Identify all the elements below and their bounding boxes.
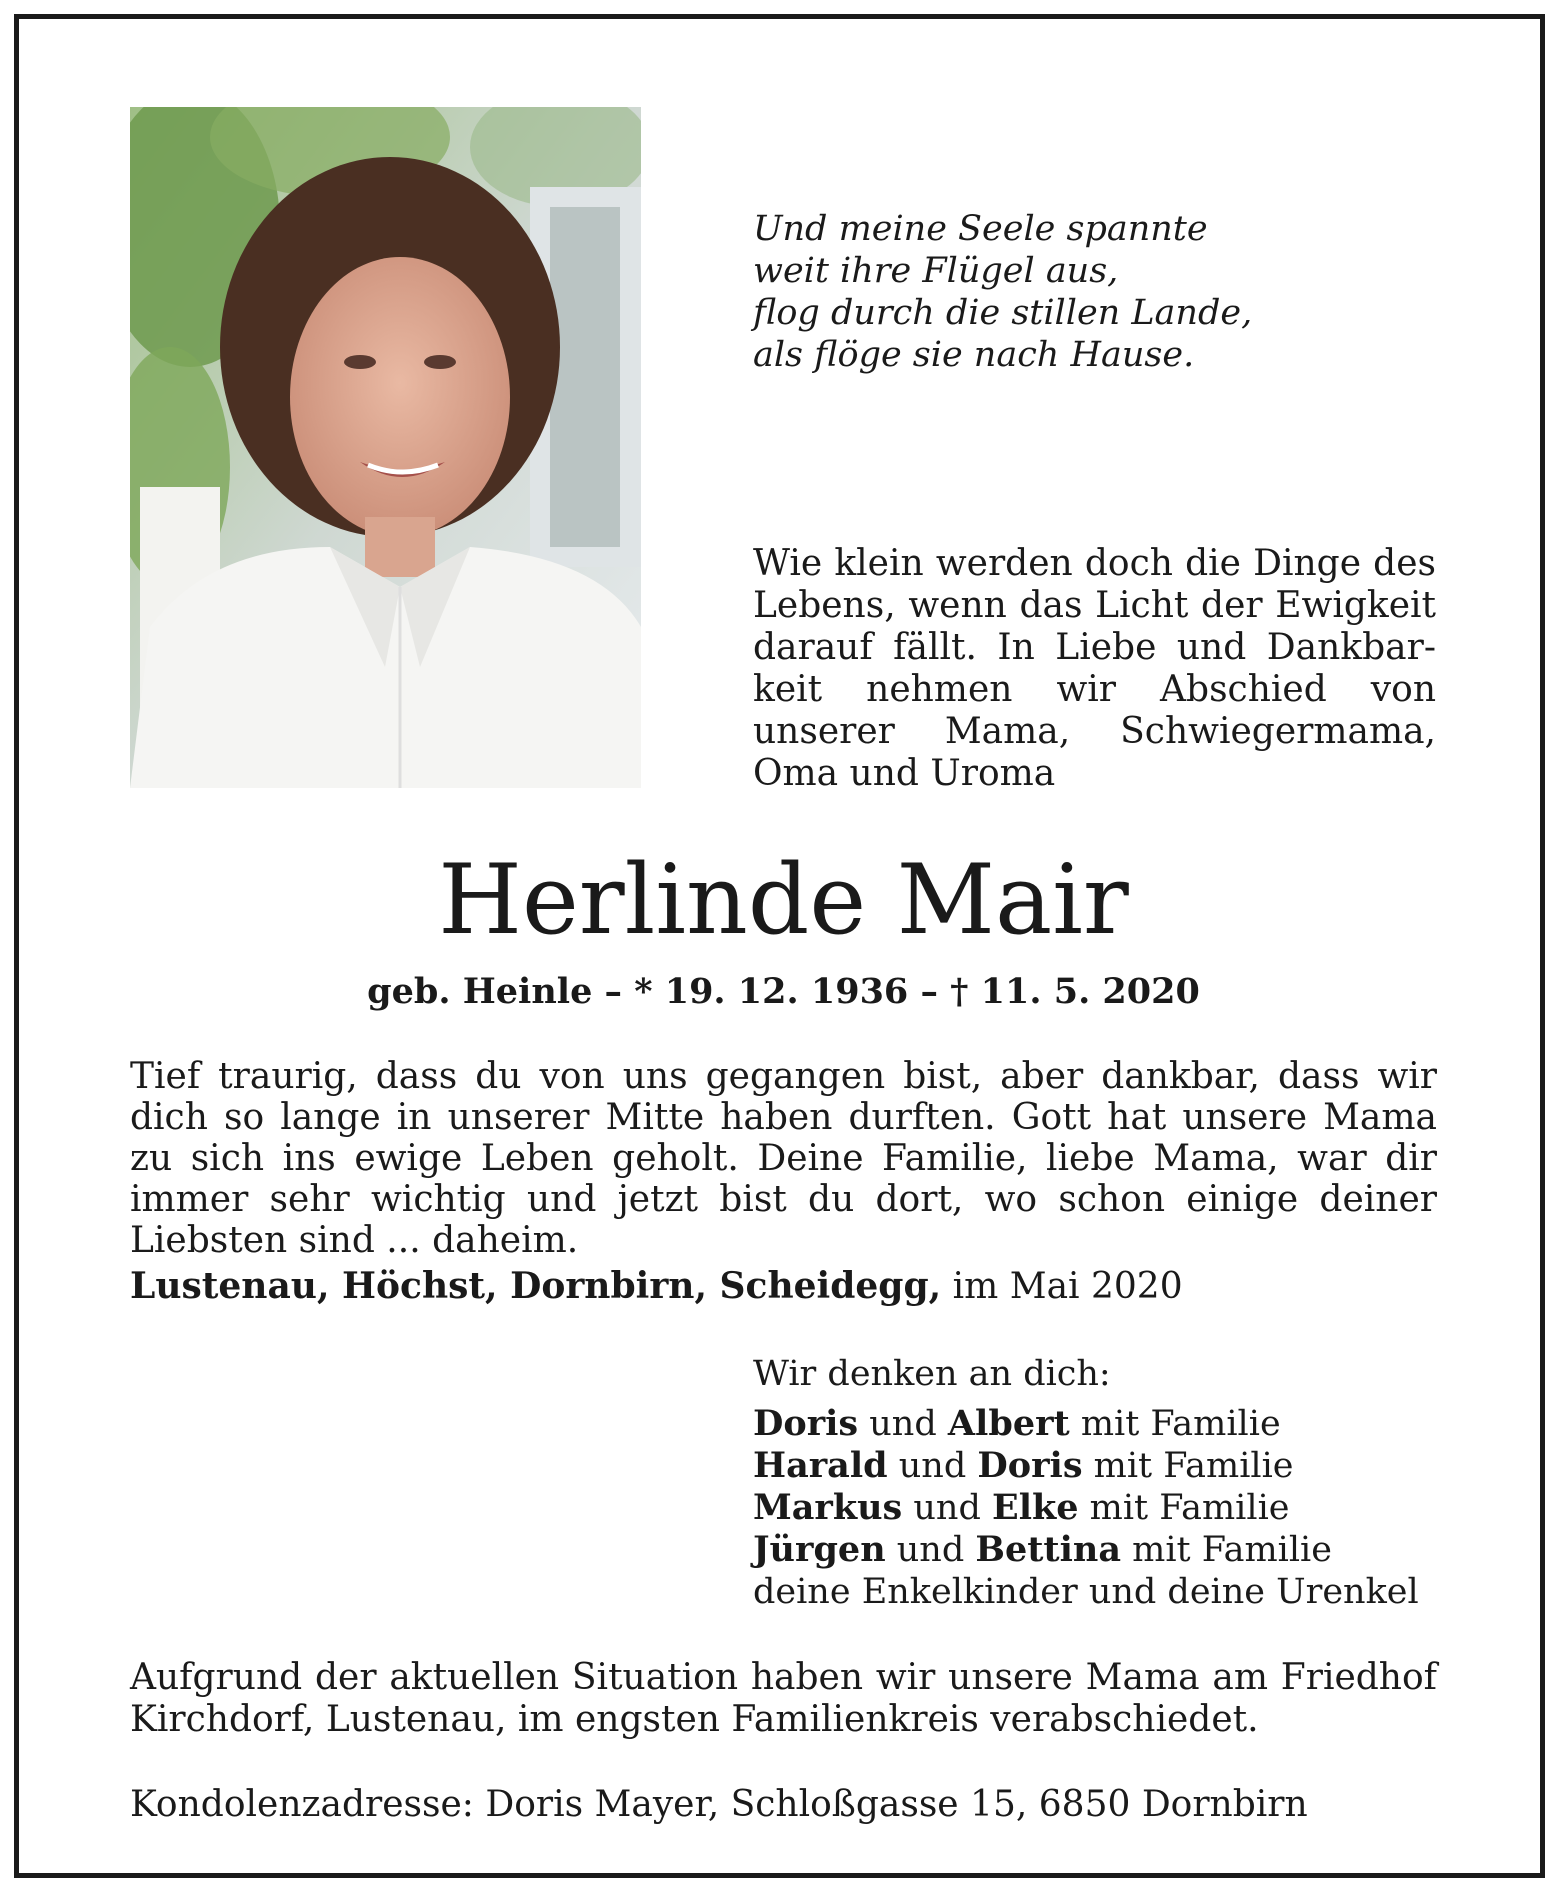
mourner-name: Harald: [753, 1445, 888, 1486]
mourners-list: [753, 1353, 1453, 1613]
mourner-suffix: mit Familie: [1078, 1488, 1290, 1528]
poem-line: flog durch die stillen Lande,: [753, 293, 1253, 333]
mourner-suffix: mit Familie: [1082, 1446, 1294, 1486]
places: Lustenau, Höchst, Dornbirn, Scheidegg,: [130, 1265, 942, 1307]
mourner-suffix: mit Familie: [1121, 1530, 1332, 1570]
farewell-text: Aufgrund der aktuellen Situation haben wir unsere Mama am Friedhof Kirchdorf, Lustenau, im engsten Familienkreis verabschiedet.: [130, 1657, 1437, 1740]
intro-text: Wie klein werden doch die Dinge des Lebens, wenn das Licht der Ewigkeit darauf fällt. In Liebe und Dankbarkeit nehmen wir Abschied von unserer Mama, Schwiegermama, Oma und Uroma: [753, 543, 1436, 794]
birth-death-dates: geb. Heinle – * 19. 12. 1936 – † 11. 5. 2020: [367, 971, 1200, 1012]
condolence-address: Kondolenzadresse: Doris Mayer, Schloßgasse 15, 6850 Dornbirn: [130, 1784, 1308, 1825]
mourner-conjunction: und: [887, 1446, 978, 1486]
mourners-last-line: deine Enkelkinder und deine Urenkel: [753, 1572, 1419, 1612]
place-date-line: [130, 1264, 1437, 1309]
mourner-suffix: mit Familie: [1069, 1404, 1281, 1444]
mourner-name: Doris: [753, 1403, 859, 1444]
portrait-image: [130, 107, 641, 788]
mourner-conjunction: und: [858, 1404, 948, 1444]
mourner-row: [753, 1445, 1453, 1487]
poem: [753, 208, 1453, 376]
deceased-name: Herlinde Mair: [438, 844, 1129, 956]
mourners-heading: Wir denken an dich:: [753, 1354, 1111, 1394]
notice-date: im Mai 2020: [941, 1266, 1183, 1307]
poem-line: weit ihre Flügel aus,: [753, 251, 1119, 291]
mourner-name: Doris: [977, 1445, 1083, 1486]
mourner-name: Elke: [992, 1487, 1079, 1528]
mourner-row: [753, 1487, 1453, 1529]
mourner-name: Bettina: [975, 1529, 1121, 1570]
mourner-name: Albert: [947, 1403, 1070, 1444]
portrait-photo: [130, 107, 641, 788]
mourner-row: [753, 1529, 1453, 1571]
mourner-row: [753, 1403, 1453, 1445]
mourner-conjunction: und: [885, 1530, 976, 1570]
poem-line: als flöge sie nach Hause.: [753, 335, 1195, 375]
mourner-conjunction: und: [902, 1488, 993, 1528]
main-text: Tief traurig, dass du von uns gegangen bist, aber dankbar, dass wir dich so lange in unserer Mitte haben durften. Gott hat unsere Mama zu sich ins ewige Leben geholt. Deine Familie, liebe Mama, war dir immer sehr wichtig und jetzt bist du dort, wo schon einige deiner Liebsten sind ... daheim.: [130, 1056, 1437, 1261]
mourner-name: Markus: [753, 1487, 903, 1528]
mourner-name: Jürgen: [753, 1529, 886, 1570]
poem-line: Und meine Seele spannte: [753, 209, 1208, 249]
